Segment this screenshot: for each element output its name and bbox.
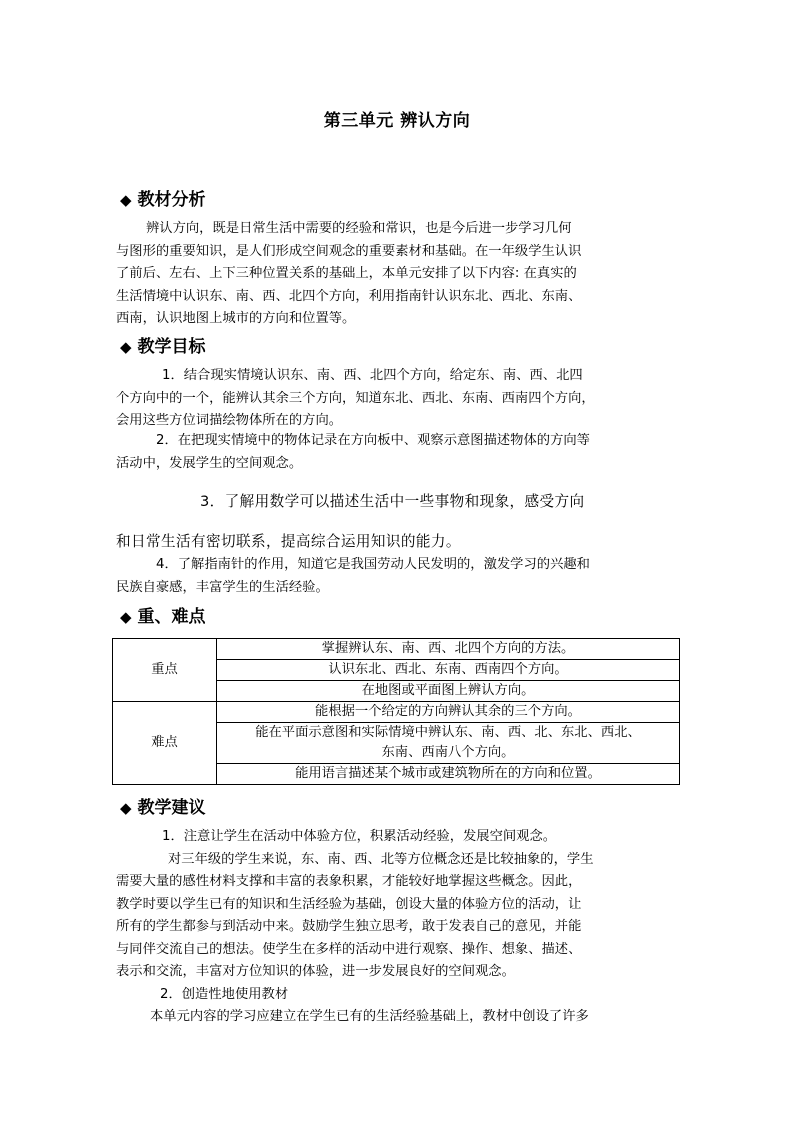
suggestion-line: 表示和交流，丰富对方位知识的体验，进一步发展良好的空间观念。	[116, 964, 515, 979]
key-difficult-table	[112, 638, 680, 785]
goal-line: 个方向中的一个，能辨认其余三个方向，知道东北、西北、东南、西南四个方向，	[116, 390, 595, 406]
goal-item-3	[116, 482, 676, 562]
suggestion-line: 需要大量的感性材料支撑和丰富的表象积累，才能较好地掌握这些概念。因此，	[116, 874, 582, 889]
analysis-line: 辨认方向，既是日常生活中需要的经验和常识，也是今后进一步学习几何	[146, 221, 572, 236]
suggestion-line: 所有的学生都参与到活动中来。鼓励学生独立思考，敢于发表自己的意见，并能	[116, 919, 582, 934]
goal-item-4	[116, 554, 676, 599]
diamond-bullet-icon: ◆	[120, 338, 132, 356]
goal-line: 民族自豪感，丰富学生的生活经验。	[116, 579, 329, 595]
suggestions-paragraph	[116, 826, 676, 1029]
suggestion-line: 本单元内容的学习应建立在学生已有的生活经验基础上，教材中创设了许多	[150, 1009, 589, 1024]
goal-line: 1．结合现实情境认识东、南、西、北四个方向，给定东、南、西、北四	[162, 368, 583, 383]
table-row	[113, 702, 680, 723]
goal-item-2	[116, 430, 676, 475]
difficult-item-line: 能在平面示意图和实际情境中辨认东、南、西、北、东北、西北、	[255, 725, 641, 740]
page-title: 第三单元 辨认方向	[323, 111, 471, 131]
analysis-paragraph	[116, 218, 676, 331]
suggestion-line: 与同伴交流自己的想法。使学生在多样的活动中进行观察、操作、想象、描述、	[116, 941, 582, 957]
table-row	[113, 639, 680, 660]
difficult-label-cell: 难点	[113, 702, 217, 785]
section-heading-suggestions	[120, 797, 206, 819]
suggestion-line: 1．注意让学生在活动中体验方位，积累活动经验，发展空间观念。	[162, 829, 557, 844]
diamond-bullet-icon: ◆	[120, 608, 132, 626]
heading-text: 教学目标	[137, 337, 206, 357]
section-heading-analysis	[120, 189, 206, 211]
section-heading-key-points	[120, 606, 206, 628]
suggestion-line: 对三年级的学生来说，东、南、西、北等方位概念还是比较抽象的，学生	[168, 851, 594, 867]
key-item-cell: 掌握辨认东、南、西、北四个方向的方法。	[217, 639, 680, 660]
goal-line: 活动中，发展学生的空间观念。	[116, 455, 303, 471]
key-label-cell: 重点	[113, 639, 217, 702]
suggestion-line: 教学时要以学生已有的知识和生活经验为基础，创设大量的体验方位的活动，让	[116, 896, 582, 912]
heading-text: 重、难点	[137, 607, 206, 627]
heading-text: 教材分析	[137, 190, 206, 210]
difficult-item-cell: 能根据一个给定的方向辨认其余的三个方向。	[217, 702, 680, 723]
key-item-cell: 在地图或平面图上辨认方向。	[217, 681, 680, 702]
goal-line: 2．在把现实情境中的物体记录在方向板中、观察示意图描述物体的方向等	[156, 433, 590, 448]
key-item-cell: 认识东北、西北、东南、西南四个方向。	[217, 660, 680, 681]
heading-text: 教学建议	[137, 798, 206, 818]
suggestion-line: 2．创造性地使用教材	[160, 986, 289, 1002]
goal-line: 和日常生活有密切联系，提高综合运用知识的能力。	[116, 533, 461, 550]
analysis-line: 了前后、左右、上下三种位置关系的基础上，本单元安排了以下内容: 在真实的	[116, 266, 577, 281]
difficult-item-cell	[217, 723, 680, 764]
goal-line: 4．了解指南针的作用，知道它是我国劳动人民发明的，激发学习的兴趣和	[156, 557, 590, 572]
section-heading-goals	[120, 336, 206, 358]
analysis-line: 与图形的重要知识，是人们形成空间观念的重要素材和基础。在一年级学生认识	[116, 243, 582, 259]
diamond-bullet-icon: ◆	[120, 191, 132, 209]
analysis-line: 西南，认识地图上城市的方向和位置等。	[116, 311, 356, 326]
goal-item-1	[116, 365, 676, 433]
goal-line: 会用这些方位词描绘物体所在的方向。	[116, 413, 343, 428]
diamond-bullet-icon: ◆	[120, 799, 132, 817]
difficult-item-cell: 能用语言描述某个城市或建筑物所在的方向和位置。	[217, 764, 680, 785]
goal-line: 3．了解用数学可以描述生活中一些事物和现象，感受方向	[200, 493, 585, 510]
difficult-item-line: 东南、西南八个方向。	[381, 745, 515, 760]
analysis-line: 生活情境中认识东、南、西、北四个方向，利用指南针认识东北、西北、东南、	[116, 288, 582, 304]
